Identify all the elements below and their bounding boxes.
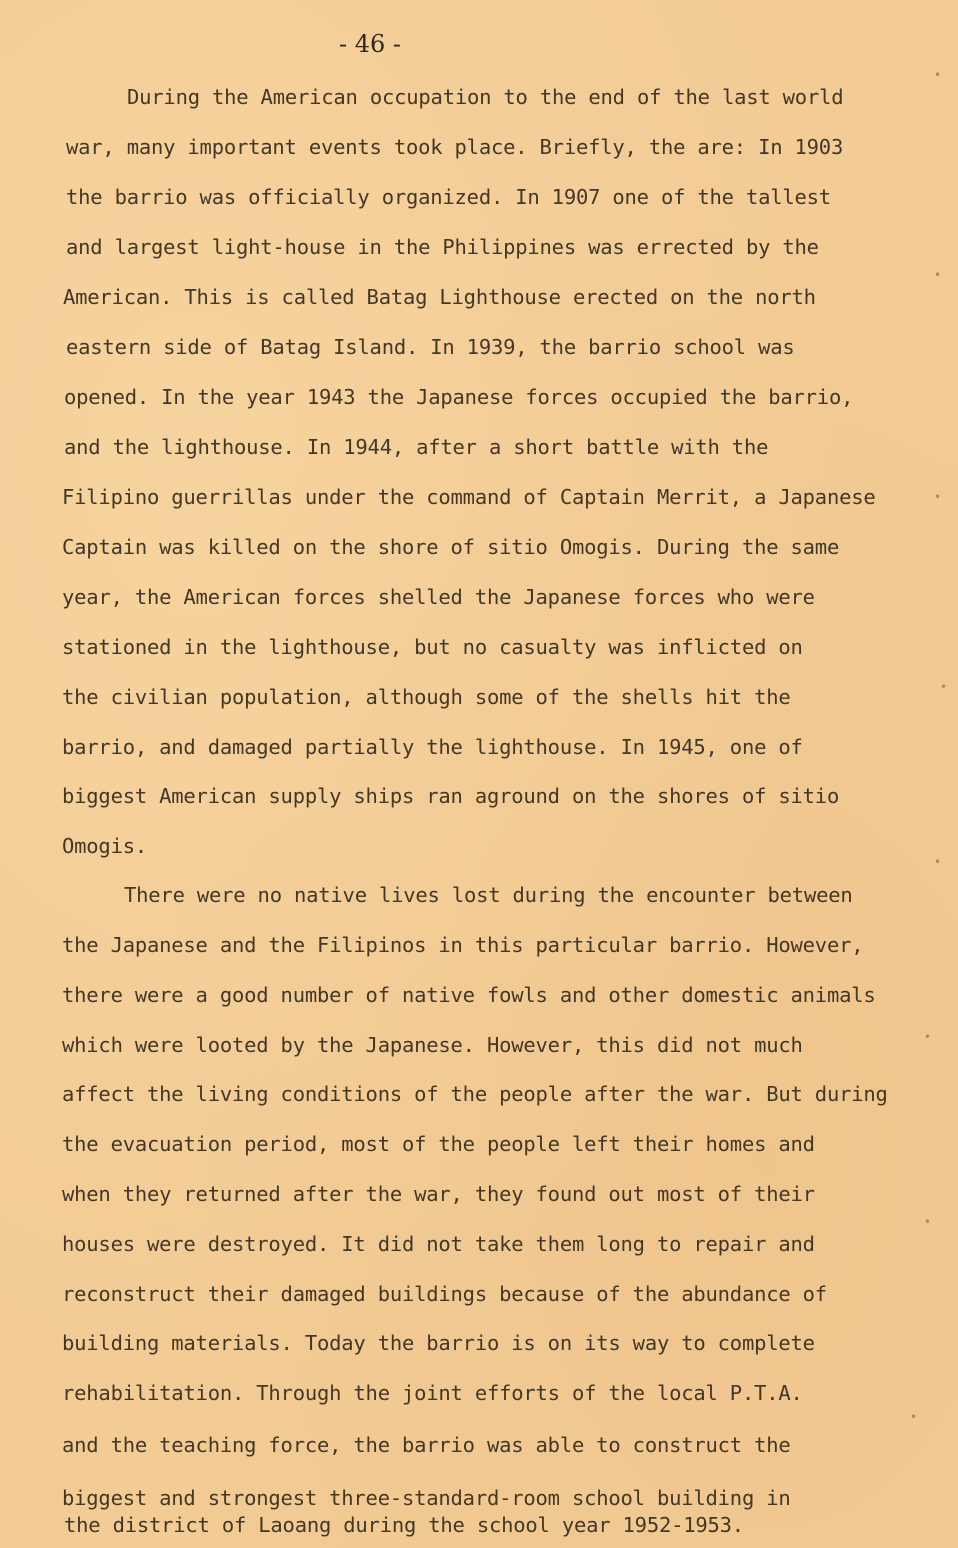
text-line: war, many important events took place. Briefly, the are: In 1903 — [66, 135, 844, 159]
text-line: opened. In the year 1943 the Japanese forces occupied the barrio, — [64, 385, 854, 409]
text-line: American. This is called Batag Lighthouse erected on the north — [63, 285, 816, 309]
text-line: Filipino guerrillas under the command of Captain Merrit, a Japanese — [62, 485, 876, 509]
text-line: biggest American supply ships ran aground on the shores of sitio — [62, 784, 840, 808]
text-line: there were a good number of native fowls and other domestic animals — [62, 983, 876, 1007]
text-line: barrio, and damaged partially the lighthouse. In 1945, one of — [62, 735, 803, 759]
margin-mark: • — [934, 855, 942, 869]
margin-mark: • — [910, 1410, 918, 1424]
margin-mark: • — [924, 1215, 932, 1229]
text-line: rehabilitation. Through the joint efforts of the local P.T.A. — [62, 1381, 803, 1405]
text-line: the evacuation period, most of the people left their homes and — [62, 1132, 815, 1156]
text-line: affect the living conditions of the people after the war. But during — [62, 1082, 888, 1106]
text-line: the barrio was officially organized. In 1907 one of the tallest — [66, 185, 831, 209]
text-line: biggest and strongest three-standard-room school building in — [62, 1486, 791, 1510]
text-line: and the lighthouse. In 1944, after a short battle with the — [64, 435, 769, 459]
text-line: Omogis. — [62, 834, 147, 858]
text-line: houses were destroyed. It did not take them long to repair and — [62, 1232, 815, 1256]
text-line: and the teaching force, the barrio was able to construct the — [62, 1433, 791, 1457]
text-line: building materials. Today the barrio is on its way to complete — [62, 1331, 815, 1355]
margin-mark: • — [940, 680, 948, 694]
text-line: There were no native lives lost during the encounter between — [124, 883, 853, 907]
text-line: which were looted by the Japanese. However, this did not much — [62, 1033, 803, 1057]
text-line: reconstruct their damaged buildings because of the abundance of — [62, 1282, 827, 1306]
margin-mark: • — [934, 268, 942, 282]
text-line: the civilian population, although some of the shells hit the — [62, 685, 791, 709]
text-line: and largest light-house in the Philippines was errected by the — [66, 235, 819, 259]
page-number: - 46 - — [338, 30, 401, 58]
text-line: eastern side of Batag Island. In 1939, the barrio school was — [66, 335, 795, 359]
text-line: During the American occupation to the end of the last world — [127, 85, 844, 109]
margin-mark: • — [924, 1030, 932, 1044]
text-line: when they returned after the war, they found out most of their — [62, 1182, 815, 1206]
text-line: the Japanese and the Filipinos in this particular barrio. However, — [62, 933, 864, 957]
text-line: Captain was killed on the shore of sitio Omogis. During the same — [62, 535, 840, 559]
margin-mark: • — [934, 68, 942, 82]
margin-mark: • — [934, 490, 942, 504]
text-line: stationed in the lighthouse, but no casualty was inflicted on — [62, 635, 803, 659]
text-line: the district of Laoang during the school year 1952-1953. — [64, 1513, 744, 1537]
text-line: year, the American forces shelled the Japanese forces who were — [62, 585, 815, 609]
